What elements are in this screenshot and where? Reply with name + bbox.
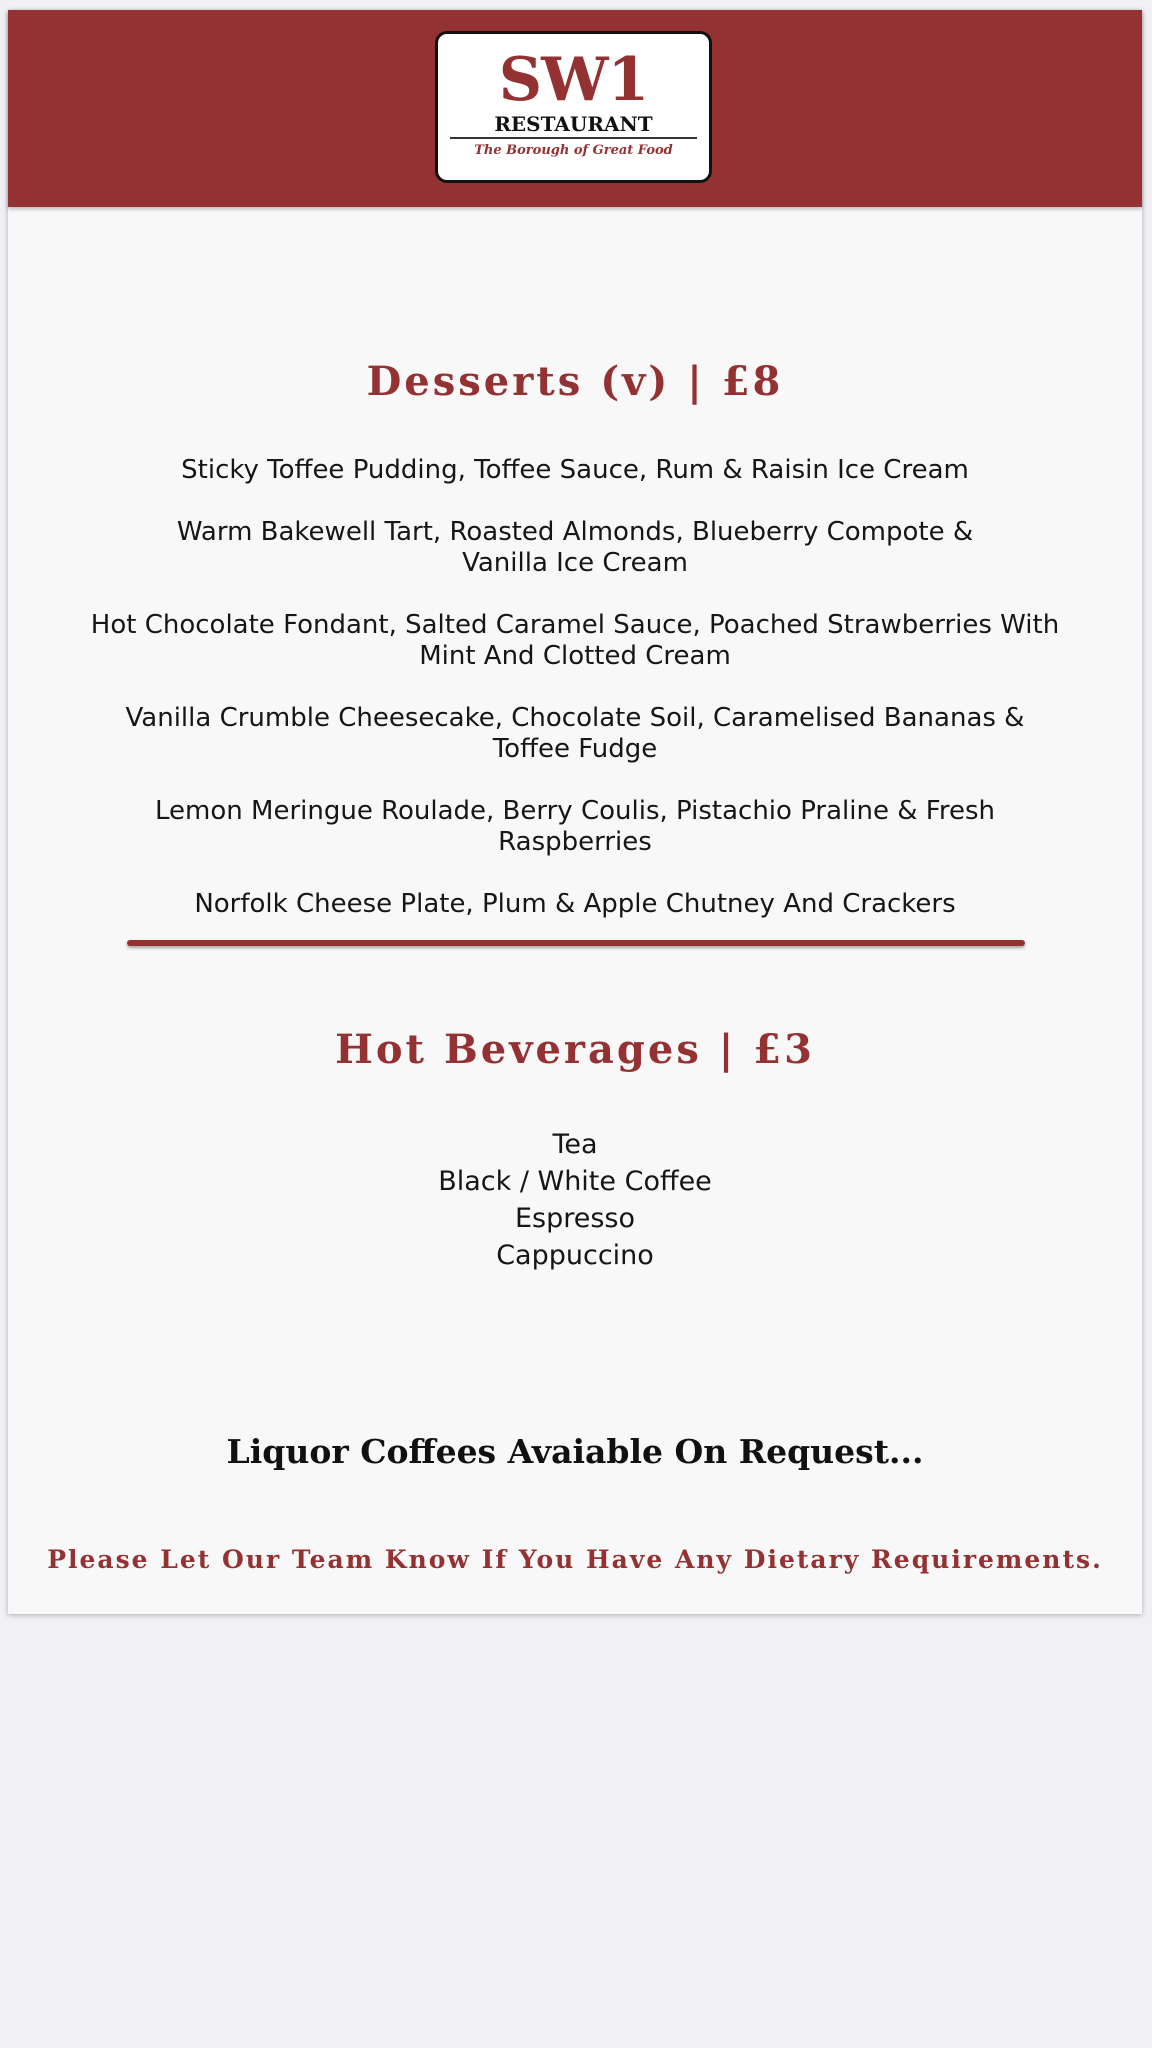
beverage-item: Tea xyxy=(552,1129,598,1160)
logo-subtitle: RESTAURANT xyxy=(494,112,653,136)
dietary-note: Please Let Our Team Know If You Have Any Dietary Requirements. xyxy=(47,1545,1103,1574)
dessert-item: Hot Chocolate Fondant, Salted Caramel Sauce, Poached Strawberries With Mint And Clotted Cream xyxy=(90,610,1060,671)
beverage-item: Espresso xyxy=(514,1203,636,1234)
beverage-item: Black / White Coffee xyxy=(438,1166,712,1197)
logo-name: SW1 xyxy=(498,45,649,115)
header-banner xyxy=(8,10,1142,207)
dessert-item: Sticky Toffee Pudding, Toffee Sauce, Rum & Raisin Ice Cream xyxy=(181,455,969,485)
dessert-list xyxy=(88,455,1062,951)
section-divider xyxy=(127,940,1025,946)
beverages-title: Hot Beverages | £3 xyxy=(335,1026,815,1073)
restaurant-logo xyxy=(435,31,712,183)
logo-rule xyxy=(450,137,697,139)
dessert-item: Lemon Meringue Roulade, Berry Coulis, Pistachio Praline & Fresh Raspberries xyxy=(155,796,995,857)
logo-tagline: The Borough of Great Food xyxy=(474,143,673,158)
dessert-item: Warm Bakewell Tart, Roasted Almonds, Blueberry Compote & Vanilla Ice Cream xyxy=(176,517,974,578)
beverage-list xyxy=(88,1126,1062,1274)
dessert-item: Vanilla Crumble Cheesecake, Chocolate Soil, Caramelised Bananas & Toffee Fudge xyxy=(125,703,1025,764)
beverage-item: Cappuccino xyxy=(496,1240,654,1271)
menu-card xyxy=(8,10,1142,1614)
liquor-coffee-note: Liquor Coffees Avaiable On Request... xyxy=(226,1432,924,1471)
desserts-title: Desserts (v) | £8 xyxy=(366,358,784,405)
dessert-item: Norfolk Cheese Plate, Plum & Apple Chutney And Crackers xyxy=(194,889,956,919)
